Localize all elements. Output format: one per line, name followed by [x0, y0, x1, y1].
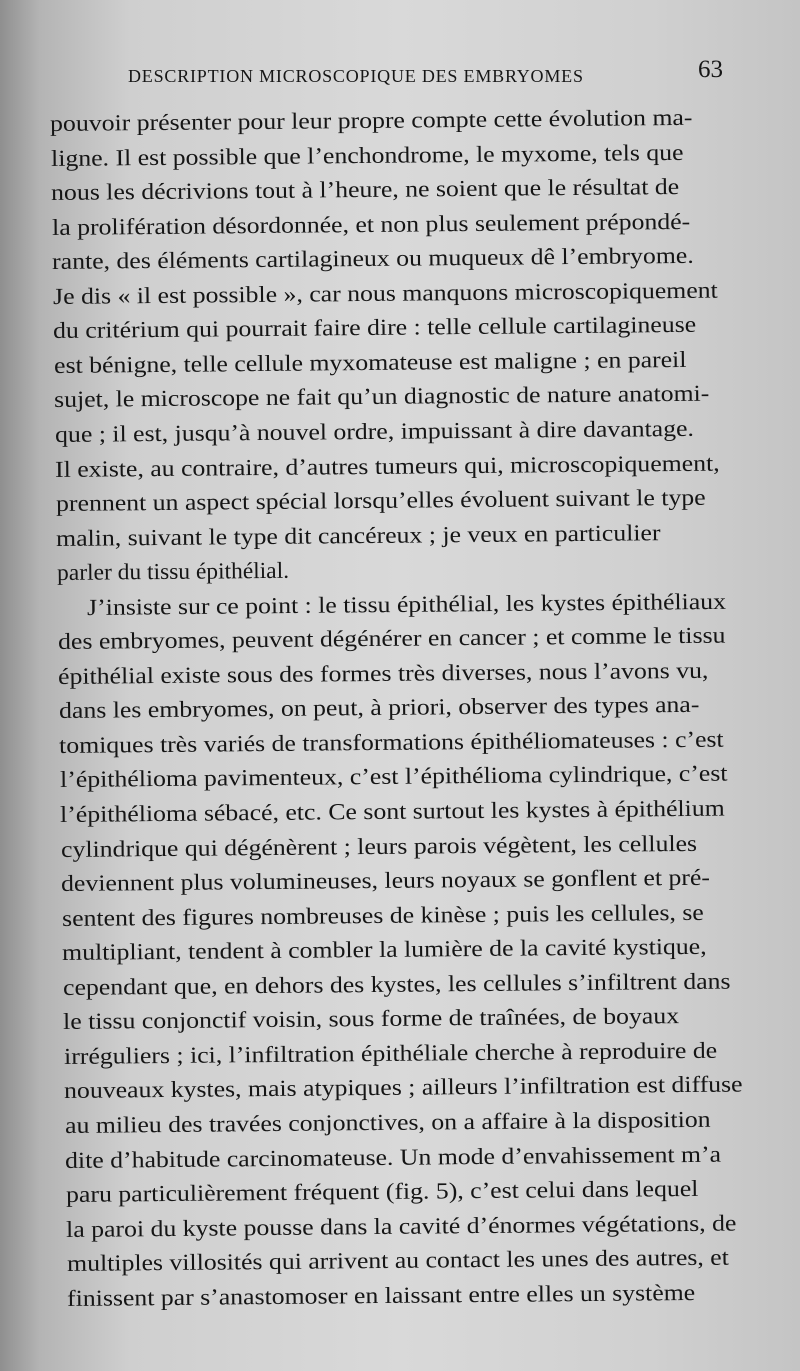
text-line: la paroi du kyste pousse dans la cavité d’énormes végétations, de	[65, 1210, 737, 1242]
text-line: sujet, le microscope ne fait qu’un diagnostic de nature anatomi-	[53, 381, 710, 413]
text-line: le tissu conjonctif voisin, sous forme de traînées, de boyaux	[62, 1003, 680, 1035]
text-line: dans les embryomes, on peut, à priori, observer des types ana-	[58, 692, 699, 724]
text-line: rante, des éléments cartilagineux ou muqueux dê l’embryome.	[51, 243, 694, 275]
text-line: tomiques très variés de transformations épithéliomateuses : c’est	[58, 726, 724, 758]
text-line: pouvoir présenter pour leur propre compte cette évolution ma-	[49, 104, 693, 136]
text-line: Il existe, au contraire, d’autres tumeurs qui, microscopiquement,	[54, 450, 720, 482]
running-title: DESCRIPTION MICROSCOPIQUE DES EMBRYOMES	[128, 66, 584, 86]
text-line: finissent par s’anastomoser en laissant entre elles un système	[66, 1279, 696, 1311]
text-line: multiples villosités qui arrivent au contact les unes des autres, et	[66, 1244, 729, 1277]
text-line: paru particulièrement fréquent (fig. 5), c’est celui dans lequel	[65, 1175, 698, 1208]
text-line: l’épithélioma sébacé, etc. Ce sont surtout les kystes à épithélium	[59, 795, 725, 827]
text-line: prennent un aspect spécial lorsqu’elles évoluent suivant le type	[55, 484, 706, 517]
text-line: ligne. Il est possible que l’enchondrome, le myxome, tels que	[50, 139, 684, 171]
text-line: cylindrique qui dégénèrent ; leurs parois végètent, les cellules	[60, 830, 697, 862]
text-line: au milieu des travées conjonctives, on a affaire à la disposition	[64, 1106, 711, 1138]
page-number: 63	[698, 56, 723, 83]
text-line: deviennent plus volumineuses, leurs noyaux se gonflent et pré-	[60, 864, 711, 897]
text-line: parler du tissu épithélial.	[56, 557, 289, 586]
text-line: cependant que, en dehors des kystes, les cellules s’infiltrent dans	[62, 968, 731, 1000]
text-line: la prolifération désordonnée, et non plus seulement prépondé-	[51, 208, 690, 240]
text-line: des embryomes, peuvent dégénérer en cancer ; et comme le tissu	[57, 622, 726, 655]
text-line: que ; il est, jusqu’à nouvel ordre, impuissant à dire davantage.	[54, 415, 694, 447]
text-line: nous les décrivions tout à l’heure, ne soient que le résultat de	[50, 174, 680, 206]
text-line: J’insiste sur ce point : le tissu épithélial, les kystes épithéliaux	[86, 588, 727, 620]
text-line: l’épithélioma pavimenteux, c’est l’épithélioma cylindrique, c’est	[59, 761, 728, 793]
text-line: sentent des figures nombreuses de kinèse ; puis les cellules, se	[61, 899, 704, 931]
text-line: épithélial existe sous des formes très diverses, nous l’avons vu,	[57, 657, 709, 689]
text-line: malin, suivant le type dit cancéreux ; je veux en particulier	[55, 519, 661, 551]
text-line: multipliant, tendent à combler la lumière de la cavité kystique,	[61, 934, 707, 966]
text-line: dite d’habitude carcinomateuse. Un mode d’envahissement m’a	[64, 1141, 722, 1173]
text-line: Je dis « il est possible », car nous manquons microscopiquement	[52, 277, 718, 309]
text-line: du critérium qui pourrait faire dire : telle cellule cartilagineuse	[52, 312, 697, 344]
text-line: irréguliers ; ici, l’infiltration épithéliale cherche à reproduire de	[63, 1037, 717, 1069]
text-line: est bénigne, telle cellule myxomateuse est maligne ; en pareil	[53, 346, 687, 378]
text-line: nouveaux kystes, mais atypiques ; ailleurs l’infiltration est diffuse	[63, 1071, 743, 1104]
